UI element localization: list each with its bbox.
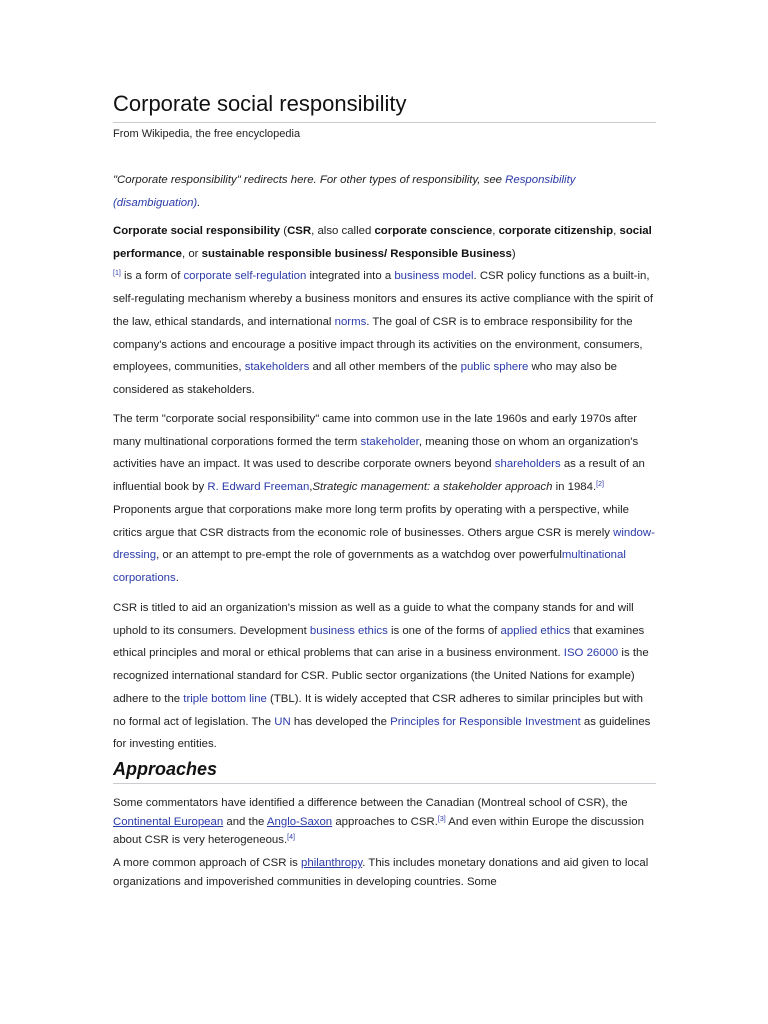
book-title: Strategic management: a stakeholder approach <box>312 481 553 494</box>
text: and all other members of the <box>309 361 461 374</box>
text: is one of the forms of <box>387 624 501 637</box>
text: Proponents argue that corporations make more long term profits by operating with a perspective, while critics argue that CSR distracts from the economic role of businesses. Others argue CSR is merely <box>113 503 630 539</box>
text: who may also be considered as stakeholders. <box>113 361 618 396</box>
hatnote <box>113 169 656 214</box>
link-applied-ethics[interactable]: applied ethics <box>500 624 571 637</box>
link-responsibility-disambiguation[interactable]: Responsibility (disambiguation) <box>113 174 576 209</box>
ref-3[interactable]: [3] <box>437 815 446 823</box>
link-iso-26000[interactable]: ISO 26000 <box>563 647 619 660</box>
text: as a result of an influential book by <box>113 458 645 494</box>
text: , meaning those on whom an organization's activities have an impact. It was used to describe corporate owners beyond <box>113 435 639 471</box>
link-principles-responsible-investment[interactable]: Principles for Responsible Investment <box>390 715 581 728</box>
link-freeman[interactable]: R. Edward Freeman <box>207 481 310 494</box>
paragraph-mission <box>113 597 656 756</box>
text: ) <box>511 247 516 260</box>
paragraph-intro <box>113 220 656 402</box>
text: . CSR policy functions as a built-in, self-regulating mechanism whereby a business monitors and ensures its active compliance with the spirit of the law, ethical standards, and international <box>113 270 654 328</box>
paragraph-philanthropy <box>113 854 656 891</box>
link-self-regulation[interactable]: corporate self-regulation <box>183 270 307 283</box>
link-business-model[interactable]: business model <box>394 270 474 283</box>
link-multinational[interactable]: multinational corporations <box>113 549 626 584</box>
text: . This includes monetary donations and aid given to local organizations and impoverished communities in developing countries. Some <box>113 857 649 888</box>
link-anglo-saxon[interactable]: Anglo-Saxon <box>266 815 333 828</box>
hatnote-end: . <box>197 196 201 209</box>
text: approaches to CSR. <box>332 815 438 828</box>
text: , <box>309 481 313 494</box>
link-triple-bottom-line[interactable]: triple bottom line <box>183 692 267 705</box>
text: And even within Europe the discussion about CSR is very heterogeneous. <box>113 815 644 846</box>
text: ( <box>280 225 288 237</box>
text: and the <box>223 815 267 828</box>
text: integrated into a <box>306 270 395 283</box>
text: , also called <box>311 225 375 237</box>
section-heading-approaches: Approaches <box>113 757 656 784</box>
hatnote-text: "Corporate responsibility" redirects here. For other types of responsibility, see <box>113 174 506 186</box>
page-title: Corporate social responsibility <box>113 91 656 123</box>
text: , <box>613 225 620 237</box>
text: , <box>492 225 499 237</box>
text: that examines ethical principles and moral or ethical problems that can arise in a business environment. <box>113 624 645 660</box>
text: Some commentators have identified a difference between the Canadian (Montreal school of CSR), the <box>113 797 628 809</box>
link-window-dressing[interactable]: window-dressing <box>113 526 655 562</box>
text: , or an attempt to pre-empt the role of governments as a watchdog over powerful <box>156 549 562 562</box>
text: . <box>175 571 179 584</box>
text: , or <box>182 247 202 260</box>
link-norms[interactable]: norms <box>334 315 367 328</box>
text: CSR is titled to aid an organization's mission as well as a guide to what the company stands for and will uphold to its consumers. Development <box>113 602 634 637</box>
paragraph-approaches <box>113 794 656 850</box>
paragraph-history <box>113 408 656 590</box>
text: (TBL). It is widely accepted that CSR adheres to similar principles but with no formal act of legislation. The <box>113 692 643 728</box>
link-business-ethics[interactable]: business ethics <box>309 624 388 637</box>
text: is the recognized international standard for CSR. Public sector organizations (the United Nations for example) adhere to the <box>113 647 649 705</box>
link-shareholders[interactable]: shareholders <box>494 458 561 471</box>
link-stakeholder[interactable]: stakeholder <box>360 435 419 448</box>
text: in 1984. <box>552 481 597 494</box>
term-csr: Corporate social responsibility <box>113 225 281 237</box>
term-performance: social performance <box>113 225 652 260</box>
ref-4[interactable]: [4] <box>287 834 295 841</box>
text: as guidelines for investing entities. <box>113 715 651 751</box>
term-conscience: corporate conscience <box>374 225 493 237</box>
term-abbrev: CSR <box>287 225 312 237</box>
text: A more common approach of CSR is <box>113 857 302 869</box>
text: . The goal of CSR is to embrace responsibility for the company's actions and encourage a positive impact through its activities on the environment, consumers, employees, communities, <box>113 315 643 374</box>
text: The term "corporate social responsibility" came into common use in the late 1960s and early 1970s after many multinational corporations formed the term <box>113 413 638 448</box>
link-stakeholders[interactable]: stakeholders <box>244 361 310 374</box>
link-continental-european[interactable]: Continental European <box>113 815 224 828</box>
term-citizenship: corporate citizenship <box>498 225 614 237</box>
subtitle: From Wikipedia, the free encyclopedia <box>113 128 301 140</box>
ref-2[interactable]: [2] <box>596 481 604 489</box>
link-public-sphere[interactable]: public sphere <box>460 361 529 374</box>
ref-1[interactable]: [1] <box>113 270 121 278</box>
link-philanthropy[interactable]: philanthropy <box>301 857 363 869</box>
link-un[interactable]: UN <box>274 715 291 728</box>
text: is a form of <box>120 270 184 283</box>
term-sustainable: sustainable responsible business/ Responsible Business <box>201 247 512 260</box>
text: has developed the <box>290 715 391 728</box>
